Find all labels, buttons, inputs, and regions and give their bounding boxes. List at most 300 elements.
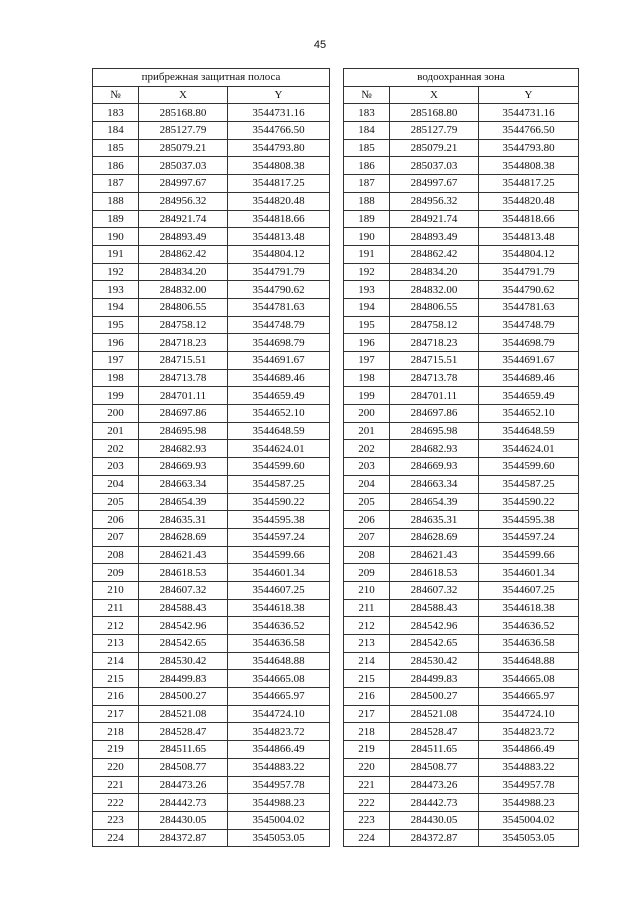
point-number-cell: 189 (344, 210, 390, 228)
point-number-cell: 185 (344, 139, 390, 157)
y-coordinate-cell: 3544823.72 (228, 723, 330, 741)
point-number-cell: 187 (344, 175, 390, 193)
table-row (344, 245, 579, 263)
table-row (344, 281, 579, 299)
x-coordinate-cell: 284893.49 (390, 228, 479, 246)
point-number-cell: 205 (93, 493, 139, 511)
x-coordinate-cell: 284430.05 (390, 811, 479, 829)
x-coordinate-cell: 284473.26 (390, 776, 479, 794)
table-row (93, 298, 330, 316)
point-number-cell: 193 (93, 281, 139, 299)
y-coordinate-cell: 3544607.25 (479, 581, 579, 599)
point-number-cell: 221 (344, 776, 390, 794)
y-coordinate-cell: 3544691.67 (479, 352, 579, 370)
point-number-cell: 204 (93, 475, 139, 493)
x-coordinate-cell: 284628.69 (139, 528, 228, 546)
table-row (93, 175, 330, 193)
x-coordinate-cell: 284695.98 (390, 422, 479, 440)
x-coordinate-cell: 284508.77 (390, 758, 479, 776)
y-coordinate-cell: 3544781.63 (479, 298, 579, 316)
point-number-cell: 220 (344, 758, 390, 776)
table-row (93, 581, 330, 599)
y-coordinate-cell: 3545053.05 (479, 829, 579, 847)
point-number-cell: 214 (93, 652, 139, 670)
table-row (344, 440, 579, 458)
x-coordinate-cell: 284921.74 (390, 210, 479, 228)
x-coordinate-cell: 284372.87 (390, 829, 479, 847)
table-row (93, 546, 330, 564)
point-number-cell: 195 (344, 316, 390, 334)
column-header-y: Y (228, 86, 330, 104)
table-row (93, 511, 330, 529)
x-coordinate-cell: 285079.21 (390, 139, 479, 157)
table-row (93, 104, 330, 122)
table-row (93, 776, 330, 794)
table-row (344, 511, 579, 529)
y-coordinate-cell: 3544724.10 (228, 705, 330, 723)
y-coordinate-cell: 3544731.16 (479, 104, 579, 122)
x-coordinate-cell: 284530.42 (390, 652, 479, 670)
table-row (344, 546, 579, 564)
y-coordinate-cell: 3544601.34 (228, 564, 330, 582)
table-row (93, 652, 330, 670)
x-coordinate-cell: 284758.12 (139, 316, 228, 334)
point-number-cell: 211 (344, 599, 390, 617)
table-row (93, 316, 330, 334)
table-row (344, 298, 579, 316)
x-coordinate-cell: 285037.03 (139, 157, 228, 175)
table-row (344, 776, 579, 794)
y-coordinate-cell: 3545053.05 (228, 829, 330, 847)
y-coordinate-cell: 3544607.25 (228, 581, 330, 599)
y-coordinate-cell: 3544698.79 (479, 334, 579, 352)
table-title-row (344, 69, 579, 87)
point-number-cell: 206 (93, 511, 139, 529)
point-number-cell: 215 (93, 670, 139, 688)
point-number-cell: 203 (93, 458, 139, 476)
y-coordinate-cell: 3544804.12 (228, 245, 330, 263)
y-coordinate-cell: 3544648.59 (479, 422, 579, 440)
y-coordinate-cell: 3544781.63 (228, 298, 330, 316)
coastal-protection-strip-table (92, 68, 330, 847)
point-number-cell: 218 (93, 723, 139, 741)
x-coordinate-cell: 285037.03 (390, 157, 479, 175)
point-number-cell: 219 (344, 741, 390, 759)
table-row (93, 387, 330, 405)
table-row (344, 139, 579, 157)
table-row (93, 263, 330, 281)
x-coordinate-cell: 284718.23 (139, 334, 228, 352)
x-coordinate-cell: 284530.42 (139, 652, 228, 670)
table-row (93, 210, 330, 228)
y-coordinate-cell: 3544957.78 (228, 776, 330, 794)
point-number-cell: 197 (93, 352, 139, 370)
x-coordinate-cell: 284713.78 (390, 369, 479, 387)
table-row (93, 422, 330, 440)
y-coordinate-cell: 3544866.49 (228, 741, 330, 759)
y-coordinate-cell: 3544652.10 (479, 405, 579, 423)
x-coordinate-cell: 284607.32 (139, 581, 228, 599)
x-coordinate-cell: 284832.00 (390, 281, 479, 299)
point-number-cell: 213 (93, 635, 139, 653)
table-row (93, 405, 330, 423)
point-number-cell: 199 (93, 387, 139, 405)
table-row (344, 387, 579, 405)
x-coordinate-cell: 284715.51 (139, 352, 228, 370)
y-coordinate-cell: 3544866.49 (479, 741, 579, 759)
x-coordinate-cell: 284663.34 (390, 475, 479, 493)
point-number-cell: 185 (93, 139, 139, 157)
point-number-cell: 190 (344, 228, 390, 246)
point-number-cell: 183 (344, 104, 390, 122)
y-coordinate-cell: 3544813.48 (479, 228, 579, 246)
point-number-cell: 218 (344, 723, 390, 741)
point-number-cell: 202 (93, 440, 139, 458)
y-coordinate-cell: 3544652.10 (228, 405, 330, 423)
column-header-number: № (344, 86, 390, 104)
y-coordinate-cell: 3544793.80 (479, 139, 579, 157)
y-coordinate-cell: 3544817.25 (228, 175, 330, 193)
x-coordinate-cell: 284893.49 (139, 228, 228, 246)
table-row (93, 599, 330, 617)
table-row (93, 741, 330, 759)
table-title: водоохранная зона (344, 69, 579, 87)
y-coordinate-cell: 3544818.66 (479, 210, 579, 228)
y-coordinate-cell: 3544648.59 (228, 422, 330, 440)
point-number-cell: 222 (93, 794, 139, 812)
x-coordinate-cell: 284956.32 (139, 192, 228, 210)
point-number-cell: 200 (344, 405, 390, 423)
table-row (344, 352, 579, 370)
y-coordinate-cell: 3544820.48 (479, 192, 579, 210)
table-row (344, 581, 579, 599)
x-coordinate-cell: 284997.67 (139, 175, 228, 193)
table-row (93, 334, 330, 352)
x-coordinate-cell: 284372.87 (139, 829, 228, 847)
x-coordinate-cell: 284607.32 (390, 581, 479, 599)
table-row (344, 104, 579, 122)
x-coordinate-cell: 285079.21 (139, 139, 228, 157)
table-row (344, 635, 579, 653)
y-coordinate-cell: 3544808.38 (228, 157, 330, 175)
point-number-cell: 217 (344, 705, 390, 723)
point-number-cell: 222 (344, 794, 390, 812)
y-coordinate-cell: 3544883.22 (228, 758, 330, 776)
table-row (344, 192, 579, 210)
point-number-cell: 195 (93, 316, 139, 334)
table-row (93, 670, 330, 688)
table-row (344, 263, 579, 281)
table-row (344, 829, 579, 847)
column-header-number: № (93, 86, 139, 104)
y-coordinate-cell: 3544624.01 (479, 440, 579, 458)
point-number-cell: 209 (344, 564, 390, 582)
x-coordinate-cell: 284442.73 (390, 794, 479, 812)
point-number-cell: 220 (93, 758, 139, 776)
y-coordinate-cell: 3544748.79 (228, 316, 330, 334)
point-number-cell: 211 (93, 599, 139, 617)
y-coordinate-cell: 3544790.62 (479, 281, 579, 299)
table-row (93, 352, 330, 370)
table-row (93, 440, 330, 458)
x-coordinate-cell: 285168.80 (139, 104, 228, 122)
x-coordinate-cell: 284628.69 (390, 528, 479, 546)
x-coordinate-cell: 284718.23 (390, 334, 479, 352)
y-coordinate-cell: 3544597.24 (479, 528, 579, 546)
x-coordinate-cell: 284997.67 (390, 175, 479, 193)
y-coordinate-cell: 3544883.22 (479, 758, 579, 776)
point-number-cell: 204 (344, 475, 390, 493)
y-coordinate-cell: 3544636.58 (479, 635, 579, 653)
y-coordinate-cell: 3544624.01 (228, 440, 330, 458)
point-number-cell: 208 (344, 546, 390, 564)
point-number-cell: 224 (344, 829, 390, 847)
x-coordinate-cell: 284695.98 (139, 422, 228, 440)
table-row (93, 139, 330, 157)
y-coordinate-cell: 3544818.66 (228, 210, 330, 228)
table-row (344, 493, 579, 511)
point-number-cell: 210 (344, 581, 390, 599)
table-row (344, 617, 579, 635)
point-number-cell: 219 (93, 741, 139, 759)
x-coordinate-cell: 284473.26 (139, 776, 228, 794)
point-number-cell: 200 (93, 405, 139, 423)
table-title-row (93, 69, 330, 87)
point-number-cell: 217 (93, 705, 139, 723)
x-coordinate-cell: 284921.74 (139, 210, 228, 228)
point-number-cell: 215 (344, 670, 390, 688)
y-coordinate-cell: 3544648.88 (228, 652, 330, 670)
x-coordinate-cell: 284618.53 (390, 564, 479, 582)
point-number-cell: 216 (344, 688, 390, 706)
x-coordinate-cell: 284635.31 (390, 511, 479, 529)
table-row (93, 157, 330, 175)
point-number-cell: 191 (93, 245, 139, 263)
point-number-cell: 196 (93, 334, 139, 352)
y-coordinate-cell: 3544820.48 (228, 192, 330, 210)
x-coordinate-cell: 284701.11 (139, 387, 228, 405)
x-coordinate-cell: 284697.86 (390, 405, 479, 423)
x-coordinate-cell: 284832.00 (139, 281, 228, 299)
x-coordinate-cell: 284682.93 (390, 440, 479, 458)
x-coordinate-cell: 285127.79 (390, 122, 479, 140)
point-number-cell: 188 (344, 192, 390, 210)
y-coordinate-cell: 3544599.66 (479, 546, 579, 564)
point-number-cell: 207 (93, 528, 139, 546)
y-coordinate-cell: 3544988.23 (479, 794, 579, 812)
x-coordinate-cell: 284542.96 (139, 617, 228, 635)
table-row (93, 281, 330, 299)
x-coordinate-cell: 284588.43 (390, 599, 479, 617)
point-number-cell: 191 (344, 245, 390, 263)
table-title: прибрежная защитная полоса (93, 69, 330, 87)
y-coordinate-cell: 3544648.88 (479, 652, 579, 670)
point-number-cell: 208 (93, 546, 139, 564)
y-coordinate-cell: 3544665.97 (228, 688, 330, 706)
table-row (344, 811, 579, 829)
y-coordinate-cell: 3544587.25 (479, 475, 579, 493)
y-coordinate-cell: 3544595.38 (479, 511, 579, 529)
table-row (344, 741, 579, 759)
y-coordinate-cell: 3544590.22 (479, 493, 579, 511)
y-coordinate-cell: 3544595.38 (228, 511, 330, 529)
table-row (344, 564, 579, 582)
point-number-cell: 216 (93, 688, 139, 706)
x-coordinate-cell: 284654.39 (390, 493, 479, 511)
y-coordinate-cell: 3544698.79 (228, 334, 330, 352)
point-number-cell: 184 (93, 122, 139, 140)
table-row (344, 210, 579, 228)
table-row (344, 652, 579, 670)
x-coordinate-cell: 284442.73 (139, 794, 228, 812)
x-coordinate-cell: 284430.05 (139, 811, 228, 829)
x-coordinate-cell: 284806.55 (390, 298, 479, 316)
x-coordinate-cell: 284621.43 (390, 546, 479, 564)
table-header-row (93, 86, 330, 104)
x-coordinate-cell: 284528.47 (390, 723, 479, 741)
x-coordinate-cell: 284542.65 (139, 635, 228, 653)
y-coordinate-cell: 3544748.79 (479, 316, 579, 334)
table-row (93, 617, 330, 635)
table-row (93, 635, 330, 653)
x-coordinate-cell: 284654.39 (139, 493, 228, 511)
x-coordinate-cell: 285127.79 (139, 122, 228, 140)
table-row (344, 157, 579, 175)
y-coordinate-cell: 3544636.52 (479, 617, 579, 635)
table-row (93, 493, 330, 511)
x-coordinate-cell: 284697.86 (139, 405, 228, 423)
point-number-cell: 223 (344, 811, 390, 829)
x-coordinate-cell: 284618.53 (139, 564, 228, 582)
x-coordinate-cell: 284663.34 (139, 475, 228, 493)
table-row (344, 794, 579, 812)
x-coordinate-cell: 284715.51 (390, 352, 479, 370)
x-coordinate-cell: 284499.83 (139, 670, 228, 688)
y-coordinate-cell: 3544988.23 (228, 794, 330, 812)
point-number-cell: 201 (344, 422, 390, 440)
y-coordinate-cell: 3544659.49 (479, 387, 579, 405)
y-coordinate-cell: 3544665.08 (228, 670, 330, 688)
x-coordinate-cell: 284682.93 (139, 440, 228, 458)
x-coordinate-cell: 284508.77 (139, 758, 228, 776)
point-number-cell: 186 (93, 157, 139, 175)
table-row (344, 175, 579, 193)
y-coordinate-cell: 3544590.22 (228, 493, 330, 511)
table-row (344, 475, 579, 493)
y-coordinate-cell: 3544766.50 (228, 122, 330, 140)
column-header-x: X (139, 86, 228, 104)
y-coordinate-cell: 3544691.67 (228, 352, 330, 370)
table-row (344, 334, 579, 352)
y-coordinate-cell: 3544813.48 (228, 228, 330, 246)
y-coordinate-cell: 3544791.79 (228, 263, 330, 281)
table-row (93, 794, 330, 812)
point-number-cell: 205 (344, 493, 390, 511)
table-row (344, 405, 579, 423)
x-coordinate-cell: 284669.93 (139, 458, 228, 476)
x-coordinate-cell: 284500.27 (390, 688, 479, 706)
point-number-cell: 196 (344, 334, 390, 352)
table-row (344, 705, 579, 723)
table-row (93, 528, 330, 546)
table-row (344, 316, 579, 334)
table-row (93, 369, 330, 387)
table-row (93, 122, 330, 140)
y-coordinate-cell: 3545004.02 (479, 811, 579, 829)
x-coordinate-cell: 284862.42 (139, 245, 228, 263)
point-number-cell: 223 (93, 811, 139, 829)
x-coordinate-cell: 284542.65 (390, 635, 479, 653)
x-coordinate-cell: 284621.43 (139, 546, 228, 564)
y-coordinate-cell: 3544791.79 (479, 263, 579, 281)
y-coordinate-cell: 3544618.38 (479, 599, 579, 617)
y-coordinate-cell: 3544597.24 (228, 528, 330, 546)
y-coordinate-cell: 3544689.46 (228, 369, 330, 387)
y-coordinate-cell: 3544808.38 (479, 157, 579, 175)
y-coordinate-cell: 3544790.62 (228, 281, 330, 299)
y-coordinate-cell: 3544689.46 (479, 369, 579, 387)
x-coordinate-cell: 284542.96 (390, 617, 479, 635)
table-body (344, 104, 579, 847)
point-number-cell: 183 (93, 104, 139, 122)
point-number-cell: 186 (344, 157, 390, 175)
table-row (93, 458, 330, 476)
y-coordinate-cell: 3544599.66 (228, 546, 330, 564)
x-coordinate-cell: 284499.83 (390, 670, 479, 688)
point-number-cell: 212 (93, 617, 139, 635)
table-row (344, 599, 579, 617)
table-row (93, 245, 330, 263)
point-number-cell: 184 (344, 122, 390, 140)
point-number-cell: 193 (344, 281, 390, 299)
point-number-cell: 198 (93, 369, 139, 387)
y-coordinate-cell: 3544618.38 (228, 599, 330, 617)
point-number-cell: 224 (93, 829, 139, 847)
point-number-cell: 203 (344, 458, 390, 476)
page-number: 45 (313, 39, 327, 51)
table-row (93, 758, 330, 776)
x-coordinate-cell: 284713.78 (139, 369, 228, 387)
table-row (344, 723, 579, 741)
table-row (344, 458, 579, 476)
x-coordinate-cell: 285168.80 (390, 104, 479, 122)
y-coordinate-cell: 3544599.60 (479, 458, 579, 476)
x-coordinate-cell: 284834.20 (390, 263, 479, 281)
y-coordinate-cell: 3544659.49 (228, 387, 330, 405)
table-row (344, 228, 579, 246)
table-header-row (344, 86, 579, 104)
table-row (344, 422, 579, 440)
point-number-cell: 210 (93, 581, 139, 599)
x-coordinate-cell: 284758.12 (390, 316, 479, 334)
point-number-cell: 194 (93, 298, 139, 316)
y-coordinate-cell: 3544636.52 (228, 617, 330, 635)
point-number-cell: 221 (93, 776, 139, 794)
x-coordinate-cell: 284834.20 (139, 263, 228, 281)
table-row (93, 475, 330, 493)
y-coordinate-cell: 3544587.25 (228, 475, 330, 493)
table-row (93, 723, 330, 741)
x-coordinate-cell: 284635.31 (139, 511, 228, 529)
point-number-cell: 194 (344, 298, 390, 316)
x-coordinate-cell: 284862.42 (390, 245, 479, 263)
table-row (93, 705, 330, 723)
table-row (93, 192, 330, 210)
point-number-cell: 201 (93, 422, 139, 440)
x-coordinate-cell: 284806.55 (139, 298, 228, 316)
x-coordinate-cell: 284701.11 (390, 387, 479, 405)
table-row (344, 670, 579, 688)
